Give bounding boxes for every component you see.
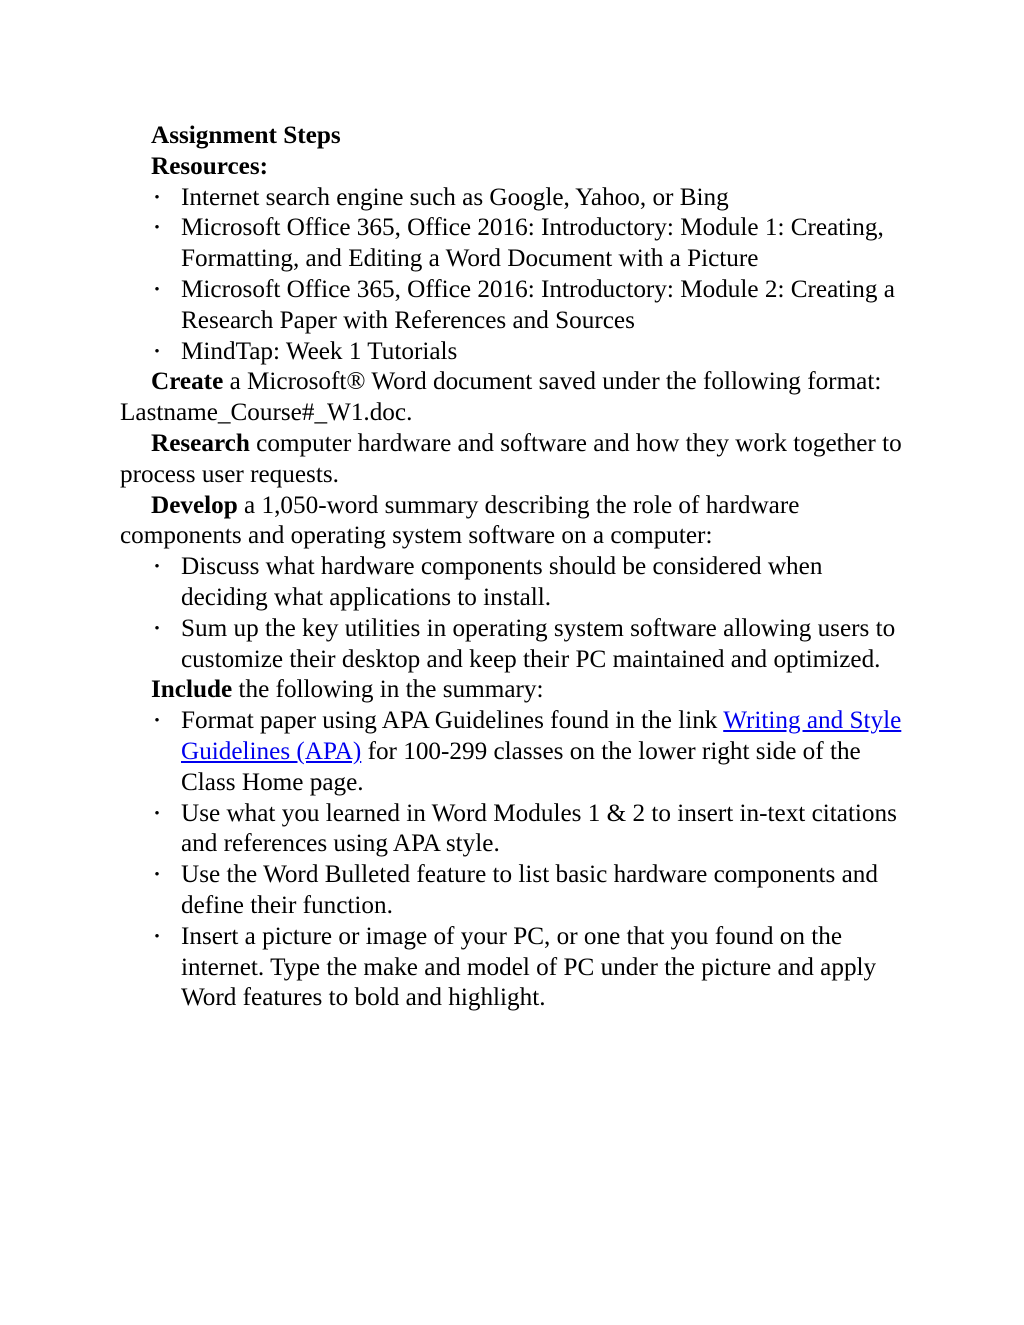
develop-item-text: Sum up the key utilities in operating system software allowing users to customize their desktop and keep their PC maintained and optimized. bbox=[181, 614, 896, 673]
create-paragraph bbox=[120, 367, 910, 429]
bullet-icon: • bbox=[154, 281, 160, 298]
resources-list bbox=[120, 183, 910, 368]
bullet-icon: • bbox=[154, 620, 160, 637]
bullet-icon: • bbox=[154, 805, 160, 822]
list-item bbox=[154, 706, 910, 798]
resource-item-text: MindTap: Week 1 Tutorials bbox=[181, 337, 458, 365]
page-title: Assignment Steps bbox=[151, 122, 341, 149]
develop-item-text: Discuss what hardware components should be considered when deciding what applications to install. bbox=[181, 553, 823, 611]
research-text: computer hardware and software and how they work together to process user requests. bbox=[120, 429, 902, 488]
include-item-text: Insert a picture or image of your PC, or one that you found on the internet. Type the make and model of PC under the picture and apply Word features to bold and highlight. bbox=[181, 922, 877, 1012]
resource-item-text: Internet search engine such as Google, Yahoo, or Bing bbox=[181, 183, 729, 211]
resources-heading: Resources: bbox=[151, 152, 269, 180]
include-item-text: Use the Word Bulleted feature to list basic hardware components and define their function. bbox=[181, 861, 878, 919]
include-list bbox=[120, 706, 910, 1014]
develop-text: a 1,050-word summary describing the role of hardware components and operating system software on a computer: bbox=[120, 491, 800, 550]
research-paragraph bbox=[120, 429, 910, 491]
resource-item-text: Microsoft Office 365, Office 2016: Introductory: Module 2: Creating a Research Paper with References and Sources bbox=[181, 275, 895, 334]
list-item bbox=[154, 860, 910, 922]
bullet-icon: • bbox=[154, 189, 160, 206]
include-item-text: Format paper using APA Guidelines found in the link bbox=[181, 707, 724, 735]
include-lead: Include bbox=[151, 676, 233, 704]
resource-item-text: Microsoft Office 365, Office 2016: Introductory: Module 1: Creating, Formatting, and Editing a Word Document with a Picture bbox=[181, 214, 884, 273]
list-item bbox=[154, 922, 910, 1014]
bullet-icon: • bbox=[154, 220, 160, 237]
develop-lead: Develop bbox=[151, 491, 238, 519]
develop-paragraph bbox=[120, 491, 910, 553]
list-item bbox=[154, 337, 910, 368]
list-item bbox=[154, 614, 910, 676]
include-item-text: for 100-299 classes on the lower right side of the Class Home page. bbox=[181, 737, 861, 796]
bullet-icon: • bbox=[154, 713, 160, 730]
create-text: a Microsoft® Word document saved under the following format: Lastname_Course#_W1.doc. bbox=[120, 368, 882, 427]
list-item bbox=[154, 213, 910, 275]
bullet-icon: • bbox=[154, 867, 160, 884]
bullet-icon: • bbox=[154, 928, 160, 945]
include-item-text: Use what you learned in Word Modules 1 & 2 to insert in-text citations and references using APA style. bbox=[181, 799, 897, 858]
list-item bbox=[154, 183, 910, 214]
list-item bbox=[154, 552, 910, 614]
create-lead: Create bbox=[151, 368, 224, 396]
apa-guidelines-link[interactable]: Writing and Style Guidelines (APA) bbox=[181, 707, 902, 765]
research-lead: Research bbox=[151, 429, 250, 457]
include-text: the following in the summary: bbox=[232, 676, 544, 704]
include-paragraph bbox=[120, 675, 910, 706]
bullet-icon: • bbox=[154, 559, 160, 576]
bullet-icon: • bbox=[154, 343, 160, 360]
document-page bbox=[120, 121, 910, 1014]
develop-list bbox=[120, 552, 910, 675]
list-item bbox=[154, 275, 910, 337]
list-item bbox=[154, 799, 910, 861]
